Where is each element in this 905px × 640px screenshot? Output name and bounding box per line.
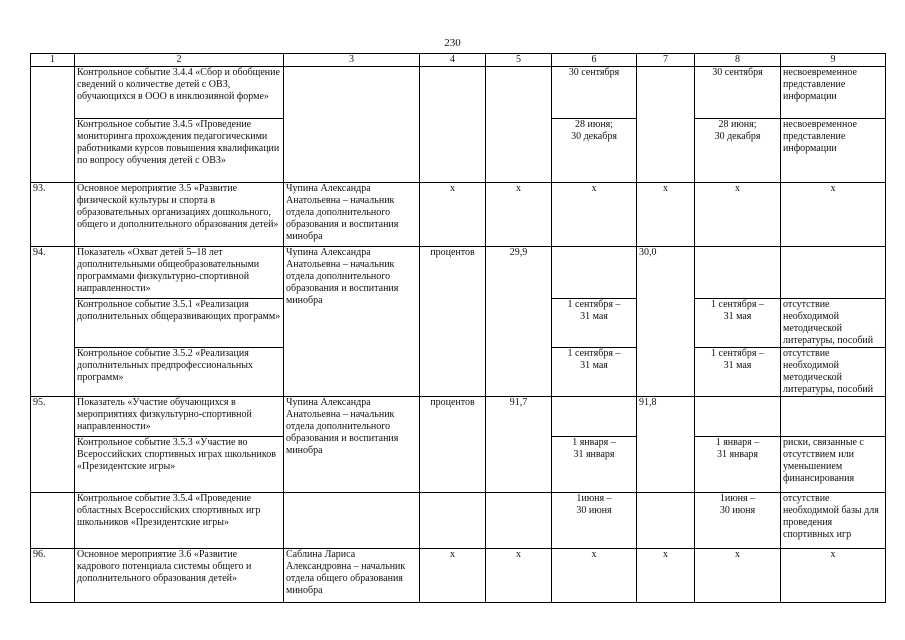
- plan-table: [30, 53, 886, 603]
- value-col5: х: [486, 183, 552, 247]
- responsible: Саблина Лариса Александровна – начальник отдела общего образования минобра: [284, 549, 420, 603]
- table-row: [31, 397, 886, 437]
- date-col8: 28 июня; 30 декабря: [695, 119, 781, 183]
- event-name: Контрольное событие 3.5.3 «Участие во Всероссийских спортивных играх школьников «Президентские игры»: [75, 437, 284, 493]
- activity-name: Основное мероприятие 3.6 «Развитие кадрового потенциала системы общего и дополнительного образования детей»: [75, 549, 284, 603]
- column-header: 3: [284, 54, 420, 67]
- value-col7: 30,0: [637, 247, 695, 397]
- responsible: [284, 493, 420, 549]
- event-name: Контрольное событие 3.5.4 «Проведение областных Всероссийских спортивных игр школьников «Президентские игры»: [75, 493, 284, 549]
- table-row: [31, 247, 886, 299]
- value-col7: х: [637, 183, 695, 247]
- date-col8: 1июня – 30 июня: [695, 493, 781, 549]
- row-number: 95.: [31, 397, 75, 493]
- date-col8: 30 сентября: [695, 67, 781, 119]
- header-row: [31, 54, 886, 67]
- risk: отсутствие необходимой методической литературы, пособий: [781, 348, 886, 397]
- date-col6: 1 сентября – 31 мая: [552, 348, 637, 397]
- value-col5: 91,7: [486, 397, 552, 493]
- row-number: 96.: [31, 549, 75, 603]
- column-header: 8: [695, 54, 781, 67]
- unit: [420, 67, 486, 119]
- column-header: 5: [486, 54, 552, 67]
- risk: х: [781, 183, 886, 247]
- row-number: [31, 493, 75, 549]
- date-col8: х: [695, 183, 781, 247]
- unit: х: [420, 183, 486, 247]
- date-col6: 1 сентября – 31 мая: [552, 299, 637, 348]
- date-col8: [695, 397, 781, 437]
- unit: процентов: [420, 247, 486, 397]
- page-number: 230: [444, 37, 461, 49]
- column-header: 4: [420, 54, 486, 67]
- risk: несвоевременное представление информации: [781, 119, 886, 183]
- column-header: 6: [552, 54, 637, 67]
- column-header: 2: [75, 54, 284, 67]
- event-name: Контрольное событие 3.4.4 «Сбор и обобщение сведений о количестве детей с ОВЗ, обучающихся в ООО в инклюзивной форме»: [75, 67, 284, 119]
- value-col5: [486, 493, 552, 549]
- date-col8: 1 сентября – 31 мая: [695, 348, 781, 397]
- risk: х: [781, 549, 886, 603]
- indicator-name: Показатель «Охват детей 5–18 лет дополнительными общеобразовательными программами физкультурно-спортивной направленности»: [75, 247, 284, 299]
- responsible: [284, 119, 420, 183]
- date-col6: 1 января – 31 января: [552, 437, 637, 493]
- row-number: 93.: [31, 183, 75, 247]
- table-row: [31, 493, 886, 549]
- risk: отсутствие необходимой методической литературы, пособий: [781, 299, 886, 348]
- table-row: [31, 183, 886, 247]
- value-col5: 29,9: [486, 247, 552, 397]
- risk: [781, 247, 886, 299]
- value-col7: х: [637, 549, 695, 603]
- date-col6: [552, 397, 637, 437]
- event-name: Контрольное событие 3.5.1 «Реализация дополнительных общеразвивающих программ»: [75, 299, 284, 348]
- unit: процентов: [420, 397, 486, 493]
- date-col8: [695, 247, 781, 299]
- table-row: [31, 67, 886, 119]
- row-number: [31, 67, 75, 119]
- value-col7: [637, 67, 695, 119]
- unit: [420, 493, 486, 549]
- table-row: [31, 549, 886, 603]
- row-number: [31, 119, 75, 183]
- date-col6: 28 июня; 30 декабря: [552, 119, 637, 183]
- risk: [781, 397, 886, 437]
- column-header: 1: [31, 54, 75, 67]
- date-col8: 1 сентября – 31 мая: [695, 299, 781, 348]
- date-col6: 1июня – 30 июня: [552, 493, 637, 549]
- date-col6: х: [552, 183, 637, 247]
- value-col5: [486, 67, 552, 119]
- activity-name: Основное мероприятие 3.5 «Развитие физической культуры и спорта в образовательных организациях дошкольного, общего и дополнительного образования детей»: [75, 183, 284, 247]
- responsible: Чупина Александра Анатольевна – начальник отдела дополнительного образования и воспитания минобра: [284, 397, 420, 493]
- date-col6: 30 сентября: [552, 67, 637, 119]
- column-header: 9: [781, 54, 886, 67]
- responsible: Чупина Александра Анатольевна – начальник отдела дополнительного образования и воспитания минобра: [284, 183, 420, 247]
- date-col8: 1 января – 31 января: [695, 437, 781, 493]
- risk: несвоевременное представление информации: [781, 67, 886, 119]
- value-col7: [637, 493, 695, 549]
- responsible: Чупина Александра Анатольевна – начальник отдела дополнительного образования и воспитания минобра: [284, 247, 420, 397]
- indicator-name: Показатель «Участие обучающихся в мероприятиях физкультурно-спортивной направленности»: [75, 397, 284, 437]
- event-name: Контрольное событие 3.4.5 «Проведение мониторинга прохождения педагогическими работниками курсов повышения квалификации по вопросу обучения детей с ОВЗ»: [75, 119, 284, 183]
- responsible: [284, 67, 420, 119]
- table-row: [31, 119, 886, 183]
- row-number: 94.: [31, 247, 75, 397]
- unit: [420, 119, 486, 183]
- event-name: Контрольное событие 3.5.2 «Реализация дополнительных предпрофессиональных программ»: [75, 348, 284, 397]
- value-col7: 91,8: [637, 397, 695, 493]
- unit: х: [420, 549, 486, 603]
- date-col6: х: [552, 549, 637, 603]
- value-col7: [637, 119, 695, 183]
- value-col5: х: [486, 549, 552, 603]
- date-col6: [552, 247, 637, 299]
- date-col8: х: [695, 549, 781, 603]
- column-header: 7: [637, 54, 695, 67]
- risk: риски, связанные с отсутствием или уменьшением финансирования: [781, 437, 886, 493]
- risk: отсутствие необходимой базы для проведения спортивных игр: [781, 493, 886, 549]
- value-col5: [486, 119, 552, 183]
